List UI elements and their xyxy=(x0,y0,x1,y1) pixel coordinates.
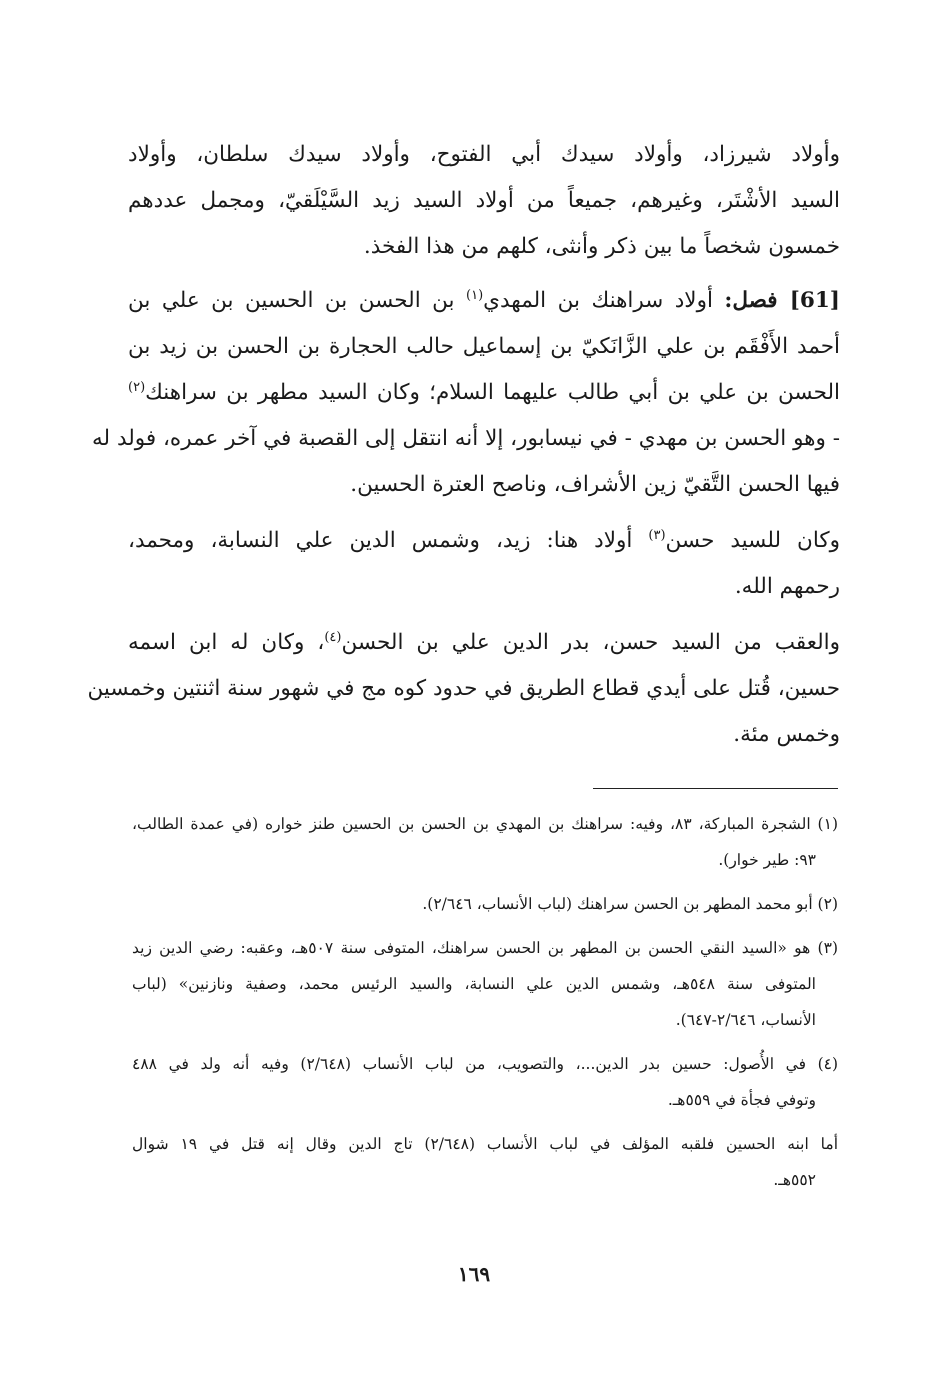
text-line: خمسون شخصاً ما بين ذكر وأنثى، كلهم من هذا الفخذ. xyxy=(363,234,840,259)
text-line xyxy=(128,278,840,324)
text-segment: أولاد سراهنك بن المهدي xyxy=(483,288,713,313)
text-segment: بن الحسن بن الحسين بن علي بن xyxy=(128,288,455,313)
footnote-separator xyxy=(593,788,838,789)
footnote-1 xyxy=(132,806,838,878)
footnote-line: أما ابنه الحسين فلقبه المؤلف في لباب الأنساب (٢/٦٤٨) تاج الدين وقال إنه قتل في ١٩ شوال xyxy=(132,1135,838,1153)
text-line xyxy=(128,370,840,416)
paragraph-2 xyxy=(92,278,840,508)
text-line xyxy=(128,518,840,564)
footnote-line: (٤) في الأُصول: حسين بدر الدين...، والتصويب، من لباب الأنساب (٢/٦٤٨) وفيه أنه ولد في ٤٨٨ xyxy=(132,1055,839,1073)
footnote-line: ٩٣: طير خوار). xyxy=(718,851,816,869)
footnote-line: (٢) أبو محمد المطهر بن الحسن سراهنك (لباب الأنساب، ٢/٦٤٦). xyxy=(422,895,838,913)
footnote-line: ٥٥٢هـ. xyxy=(773,1171,816,1189)
footnote-mark: (٢) xyxy=(128,379,146,395)
main-text xyxy=(87,132,840,758)
text-line xyxy=(128,620,840,666)
footnote-line: (٣) هو «السيد النقي الحسن بن المطهر بن الحسن سراهنك، المتوفى سنة ٥٠٧هـ، وعقبه: رضي الدين زيد xyxy=(132,939,838,957)
footnote-mark: (٣) xyxy=(648,527,666,543)
footnote-4-continued xyxy=(132,1126,838,1198)
text-segment: الحسن بن علي بن أبي طالب عليهما السلام؛ وكان السيد مطهر بن سراهنك xyxy=(145,380,840,405)
footnote-line: الأنساب، ٢/٦٤٦-٦٤٧). xyxy=(675,1011,816,1029)
paragraph-1 xyxy=(128,132,840,270)
footnote-line: (١) الشجرة المباركة، ٨٣، وفيه: سراهنك بن المهدي بن الحسن بن الحسين طنز خواره (في عمدة الطالب، xyxy=(132,815,838,833)
text-segment: وكان للسيد حسن xyxy=(665,528,840,553)
footnote-2 xyxy=(132,886,838,922)
text-line: وأولاد شيرزاد، وأولاد سيدك أبي الفتوح، وأولاد سيدك سلطان، وأولاد xyxy=(128,142,840,167)
text-line: رحمهم الله. xyxy=(734,574,840,599)
footnote-mark: (٤) xyxy=(324,629,342,645)
page-number: ١٦٩ xyxy=(457,1262,491,1286)
text-line: حسين، قُتل على أيدي قطاع الطريق في حدود كوه مج في شهور سنة اثنتين وخمسين xyxy=(87,676,840,701)
text-segment: ، وكان له ابن اسمه xyxy=(128,630,325,655)
text-line: فيها الحسن التَّقيّ زين الأشراف، وناصح العترة الحسين. xyxy=(350,472,840,497)
footnotes xyxy=(132,806,838,1206)
footnote-3 xyxy=(132,930,838,1038)
text-line: أحمد الأَفْقَم بن علي الزَّانَكيّ بن إسماعيل حالب الحجارة بن الحسن بن زيد بن xyxy=(128,334,840,359)
footnote-line: المتوفى سنة ٥٤٨هـ، وشمس الدين علي النسابة، والسيد الرئيس محمد، وصفية ونازنين» (لباب xyxy=(132,975,816,993)
section-heading: [61] فصل: xyxy=(724,288,840,313)
text-line: السيد الأشْتَر، وغيرهم، جميعاً من أولاد السيد زيد السَّيْلَقيّ، ومجمل عددهم xyxy=(128,188,840,213)
text-segment: أولاد هنا: زيد، وشمس الدين علي النسابة، ومحمد، xyxy=(128,528,633,553)
footnote-mark: (١) xyxy=(466,287,484,303)
text-line: - وهو الحسن بن مهدي - في نيسابور، إلا أنه انتقل إلى القصبة في آخر عمره، فولد له xyxy=(92,426,840,451)
text-segment: والعقب من السيد حسن، بدر الدين علي بن الحسن xyxy=(341,630,840,655)
text-line: وخمس مئة. xyxy=(733,722,840,747)
footnote-line: وتوفي فجأة في ٥٥٩هـ. xyxy=(667,1091,816,1109)
footnote-4 xyxy=(132,1046,838,1118)
paragraph-4 xyxy=(87,620,840,758)
paragraph-3 xyxy=(128,518,840,610)
